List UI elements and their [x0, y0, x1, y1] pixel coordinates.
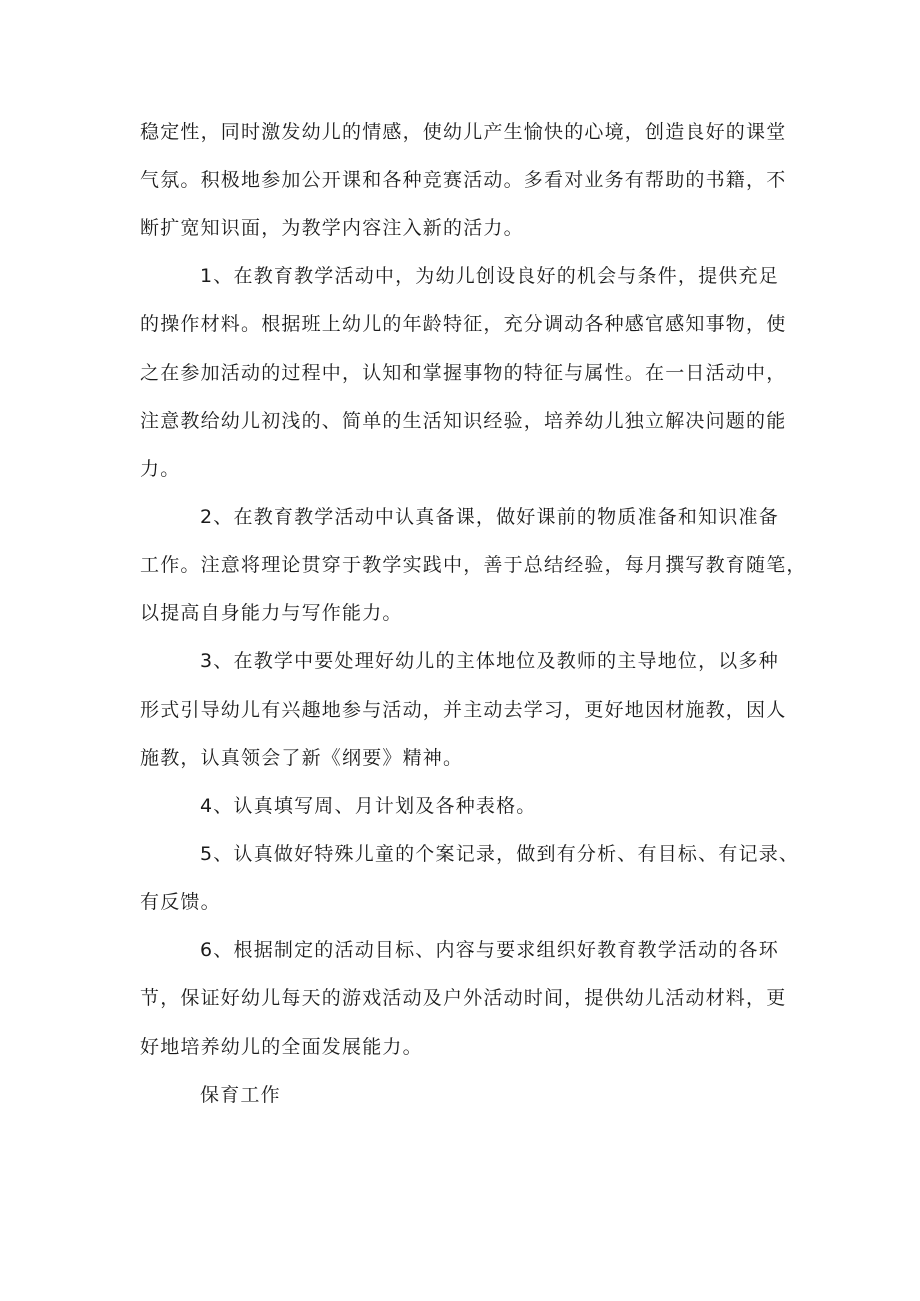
text-line: 4、认真填写周、月计划及各种表格。: [200, 795, 537, 817]
section-heading: 保育工作: [200, 1084, 281, 1106]
text-line: 好地培养幼儿的全面发展能力。: [140, 1036, 423, 1058]
text-line: 注意教给幼儿初浅的、简单的生活知识经验，培养幼儿独立解决问题的能: [140, 410, 787, 432]
text-line: 形式引导幼儿有兴趣地参与活动，并主动去学习，更好地因材施教，因人: [140, 699, 787, 721]
text-line: 5、认真做好特殊儿童的个案记录，做到有分析、有目标、有记录、: [200, 843, 800, 865]
text-line: 稳定性，同时激发幼儿的情感，使幼儿产生愉快的心境，创造良好的课堂: [140, 121, 787, 143]
text-line: 力。: [140, 458, 181, 480]
text-line: 有反馈。: [140, 891, 221, 913]
text-line: 6、根据制定的活动目标、内容与要求组织好教育教学活动的各环: [200, 939, 779, 961]
text-line: 的操作材料。根据班上幼儿的年龄特征，充分调动各种感官感知事物，使: [140, 313, 787, 335]
text-line: 以提高自身能力与写作能力。: [140, 602, 403, 624]
text-line: 节，保证好幼儿每天的游戏活动及户外活动时间，提供幼儿活动材料，更: [140, 987, 787, 1009]
text-line: 断扩宽知识面，为教学内容注入新的活力。: [140, 217, 524, 239]
text-line: 工作。注意将理论贯穿于教学实践中，善于总结经验，每月撰写教育随笔，: [140, 554, 807, 576]
text-line: 气氛。积极地参加公开课和各种竞赛活动。多看对业务有帮助的书籍，不: [140, 169, 787, 191]
text-line: 2、在教育教学活动中认真备课，做好课前的物质准备和知识准备: [200, 506, 779, 528]
text-line: 3、在教学中要处理好幼儿的主体地位及教师的主导地位，以多种: [200, 650, 779, 672]
text-line: 1、在教育教学活动中，为幼儿创设良好的机会与条件，提供充足: [200, 265, 779, 287]
text-line: 之在参加活动的过程中，认知和掌握事物的特征与属性。在一日活动中，: [140, 362, 787, 384]
text-line: 施教，认真领会了新《纲要》精神。: [140, 747, 464, 769]
